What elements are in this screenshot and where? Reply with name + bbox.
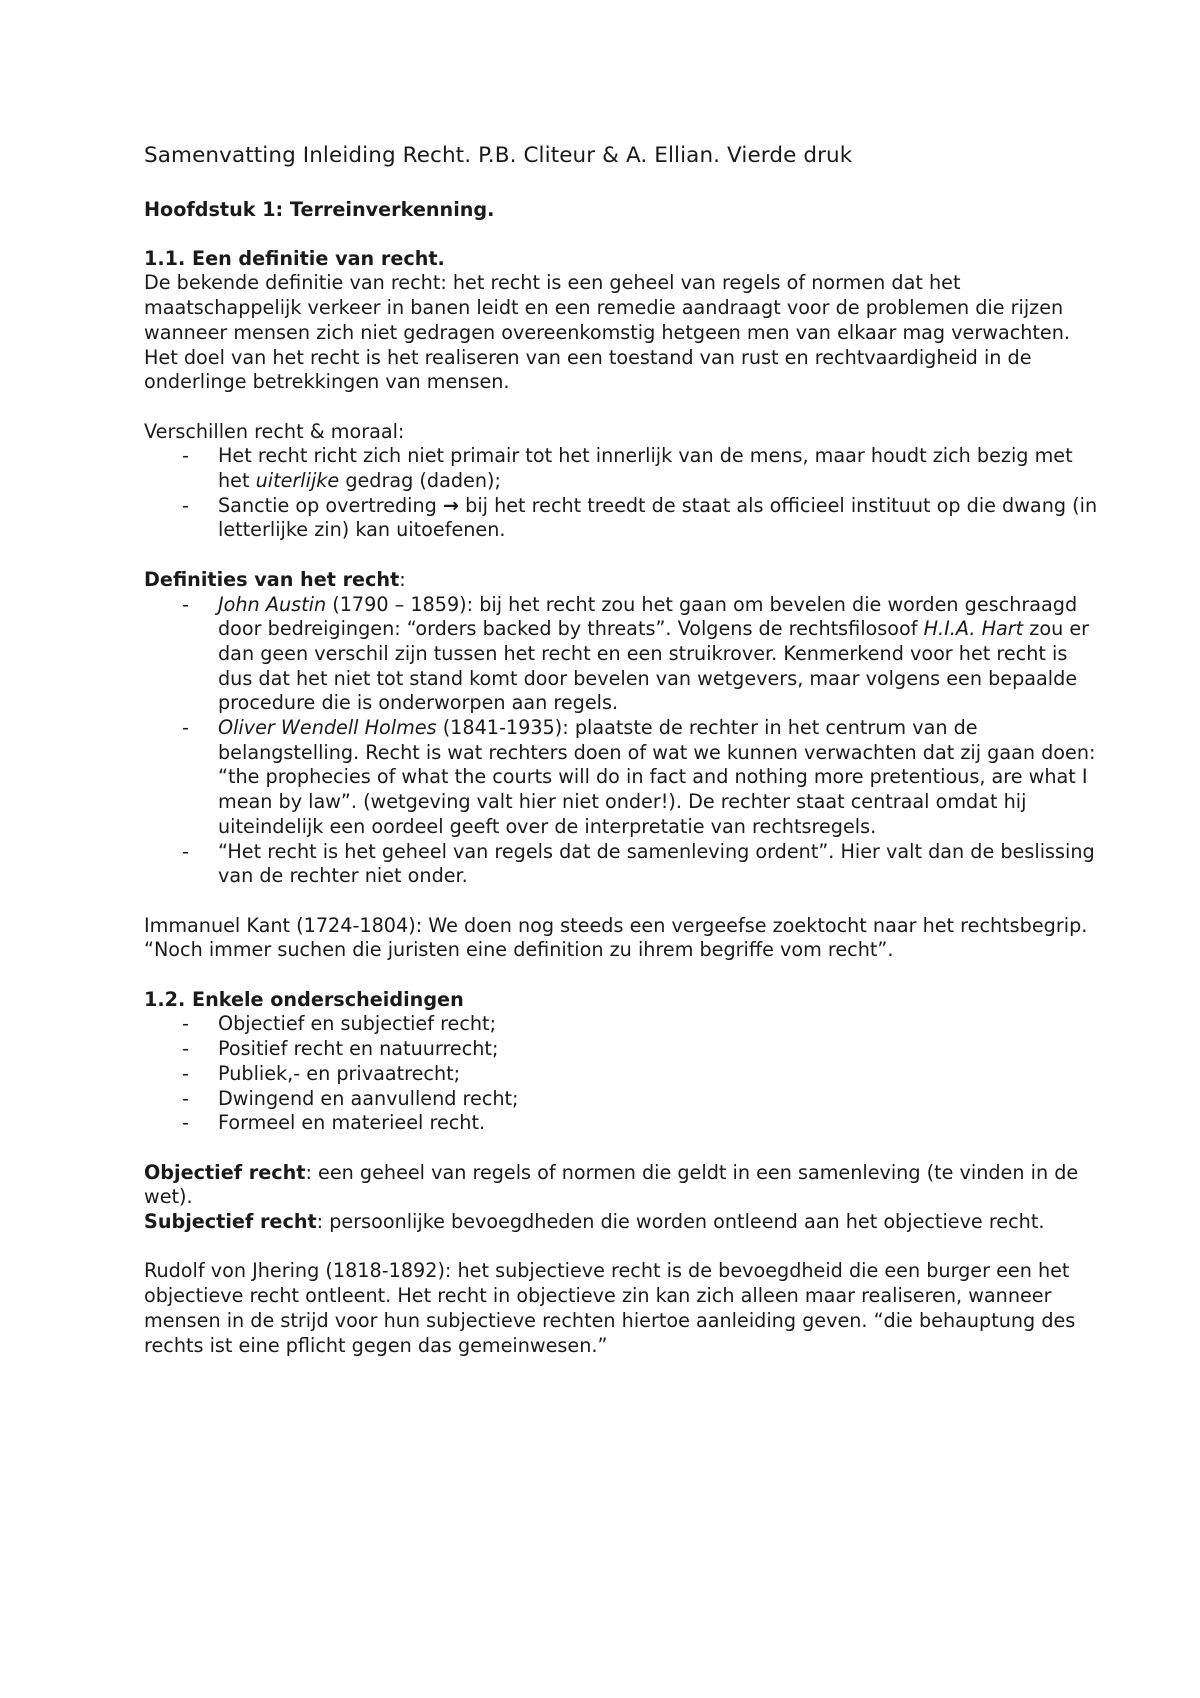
list-item: - Sanctie op overtreding → bij het recht treedt de staat als officieel instituut op die dwang (in letterlijke zin) kan uitoefenen. (144, 494, 1100, 543)
list-item: - Formeel en materieel recht. (144, 1111, 1100, 1136)
arrow-icon: → (442, 493, 460, 517)
list-item: - Objectief en subjectief recht; (144, 1012, 1100, 1037)
section-1-1-heading: 1.1. Een definitie van recht. (144, 246, 445, 270)
goal-paragraph: Het doel van het recht is het realiseren van een toestand van rust en rechtvaardigheid in de onderlinge betrekkingen van mensen. (144, 345, 1032, 394)
list-item: - Publiek,- en privaatrecht; (144, 1062, 1100, 1087)
subjective-law-definition: Subjectief recht: persoonlijke bevoegdheden die worden ontleend aan het objectieve recht. (144, 1210, 1045, 1234)
list-item: - Dwingend en aanvullend recht; (144, 1087, 1100, 1112)
kant-paragraph: Immanuel Kant (1724-1804): We doen nog steeds een vergeefse zoektocht naar het rechtsbegrip. “Noch immer suchen die juristen eine definition zu ihrem begriffe vom recht”. (144, 913, 1088, 962)
distinctions-list (144, 1012, 1100, 1136)
definitions-heading: Definities van het recht: (144, 567, 406, 591)
document-title: Samenvatting Inleiding Recht. P.B. Cliteur & A. Ellian. Vierde druk (144, 143, 853, 168)
list-item: - John Austin (1790 – 1859): bij het recht zou het gaan om bevelen die worden geschraagd door bedreigingen: “orders backed by threats”. Volgens de rechtsfilosoof H.I.A. Hart zou er dan geen verschil zijn tussen het recht en een struikrover. Kenmerkend voor het recht is dus dat het niet tot stand komt door bevelen van wetgevers, maar volgens een bepaalde procedure die is onderworpen aan regels. (144, 593, 1100, 717)
section-1-2-heading: 1.2. Enkele onderscheidingen (144, 987, 464, 1011)
definition-paragraph: De bekende definitie van recht: het recht is een geheel van regels of normen dat het maatschappelijk verkeer in banen leidt en een remedie aandraagt voor de problemen die rijzen wanneer mensen zich niet gedragen overeenkomstig hetgeen men van elkaar mag verwachten. (144, 271, 1071, 344)
chapter-heading: Hoofdstuk 1: Terreinverkenning. (144, 198, 495, 221)
objective-law-definition: Objectief recht: een geheel van regels of normen die geldt in een samenleving (te vinden in de wet). (144, 1160, 1079, 1209)
differences-list (144, 444, 1100, 543)
definitions-list (144, 593, 1100, 889)
differences-intro: Verschillen recht & moraal: (144, 419, 405, 443)
list-item: - “Het recht is het geheel van regels dat de samenleving ordent”. Hier valt dan de beslissing van de rechter niet onder. (144, 840, 1100, 889)
jhering-paragraph: Rudolf von Jhering (1818-1892): het subjectieve recht is de bevoegdheid die een burger een het objectieve recht ontleent. Het recht in objectieve zin kan zich alleen maar realiseren, wanneer mensen in de strijd voor hun subjectieve rechten hiertoe aanleiding geven. “die behauptung des rechts ist eine pflicht gegen das gemeinwesen.” (144, 1259, 1076, 1357)
list-item: - Positief recht en natuurrecht; (144, 1037, 1100, 1062)
list-item: - Oliver Wendell Holmes (1841-1935): plaatste de rechter in het centrum van de belangstelling. Recht is wat rechters doen of wat we kunnen verwachten dat zij gaan doen: “the prophecies of what the courts will do in fact and nothing more pretentious, are what I mean by law”. (wetgeving valt hier niet onder!). De rechter staat centraal omdat hij uiteindelijk een oordeel geeft over de interpretatie van rechtsregels. (144, 716, 1100, 840)
list-item: - Het recht richt zich niet primair tot het innerlijk van de mens, maar houdt zich bezig met het uiterlijke gedrag (daden); (144, 444, 1100, 493)
